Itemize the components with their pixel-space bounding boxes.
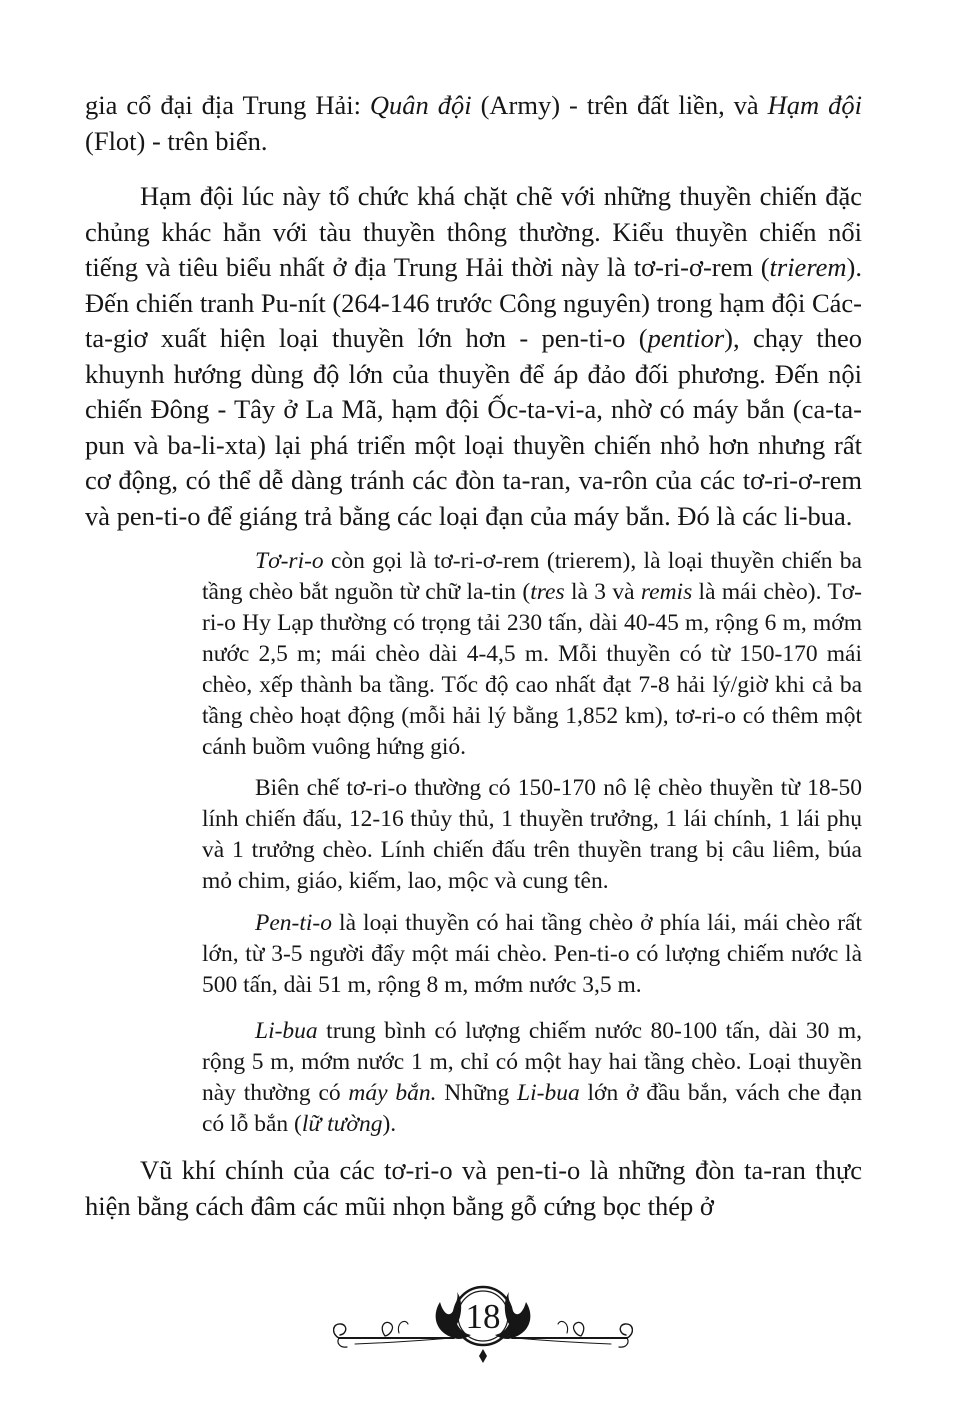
text-column — [85, 88, 862, 1224]
italic-text-run: lữ tường — [301, 1111, 383, 1137]
block-quote — [202, 908, 862, 1001]
italic-text-run: Tơ-ri-o — [255, 548, 324, 574]
text-run: Những — [436, 1080, 518, 1106]
block-quote — [202, 546, 862, 763]
paragraph — [85, 179, 862, 534]
flourish-divider-icon — [333, 1274, 633, 1374]
italic-text-run: Quân đội — [369, 90, 472, 120]
paragraph — [85, 1153, 862, 1224]
text-run: là loại thuyền có hai tầng chèo ở phía lái, mái chèo rất lớn, từ 3-5 người đẩy một mái chèo. Pen-ti-o có lượng chiếm nước là 500 tấn, dài 51 m, rộng 8 m, mớm nước 3,5 m. — [202, 910, 862, 998]
text-run: lớn ở đầu bắn, vách che đạn có lỗ bắn ( — [202, 1080, 862, 1137]
paragraph — [85, 88, 862, 159]
italic-text-run: remis — [640, 579, 693, 605]
text-run: ), chạy theo khuynh hướng dùng độ lớn của thuyền để áp đảo đối phương. Đến nội chiến Đông - Tây ở La Mã, hạm đội Ốc-ta-vi-a, nhờ có máy bắn (ca-ta-pun và ba-li-xta) lại phá triển một loại thuyền chiến nhỏ hơn nhưng rất cơ động, có thể dễ dàng tránh các đòn ta-ran, va-rôn của các tơ-ri-ơ-rem và pen-ti-o để giáng trả bằng các loại đạn của máy bắn. Đó là các li-bua. — [85, 323, 862, 531]
text-run: ). — [382, 1111, 397, 1137]
text-run: Vũ khí chính của các tơ-ri-o và pen-ti-o là những đòn ta-ran thực hiện bằng cách đâm các mũi nhọn bằng gỗ cứng bọc thép ở — [85, 1155, 862, 1221]
text-run: là 3 và — [564, 579, 641, 605]
text-run: (Army) - trên đất liền, và — [471, 90, 768, 120]
text-run: gia cổ đại địa Trung Hải: — [85, 90, 370, 120]
text-run: (Flot) - trên biển. — [85, 125, 268, 156]
page-number: 18 — [465, 1297, 501, 1336]
italic-text-run: Li-bua — [255, 1018, 318, 1044]
text-run: là mái chèo). Tơ-ri-o Hy Lạp thường có trọng tải 230 tấn, dài 40-45 m, rộng 6 m, mớm nước 2,5 m; mái chèo dài 4-4,5 m. Mỗi thuyền có từ 150-170 mái chèo, xếp thành ba tầng. Tốc độ cao nhất đạt 7-8 hải lý/giờ khi cả ba tầng chèo hoạt động (mỗi hải lý bằng 1,852 km), tơ-ri-o có thêm một cánh buồm vuông hứng gió. — [202, 579, 862, 760]
italic-text-run: Li-bua — [517, 1080, 580, 1106]
text-run: còn gọi là tơ-ri-ơ-rem (trierem), là loại thuyền chiến ba tầng chèo bắt nguồn từ chữ la-tin ( — [202, 548, 862, 605]
block-quote — [202, 1016, 862, 1140]
block-quote — [202, 773, 862, 897]
text-run: Biên chế tơ-ri-o thường có 150-170 nô lệ chèo thuyền từ 18-50 lính chiến đấu, 12-16 thủy thủ, 1 thuyền trưởng, 1 lái chính, 1 lái phụ và 1 trưởng chèo. Lính chiến đấu trên thuyền trang bị câu liêm, búa mỏ chim, giáo, kiếm, lao, mộc và cung tên. — [202, 775, 862, 894]
italic-text-run: pentior — [647, 323, 725, 353]
text-run: ). Đến chiến tranh Pu-nít (264-146 trước Công nguyên) trong hạm đội Các-ta-giơ xuất hiện loại thuyền lớn hơn - pen-ti-o ( — [85, 252, 862, 353]
text-run: Hạm đội lúc này tổ chức khá chặt chẽ với những thuyền chiến đặc chủng khác hẳn với tàu thuyền thông thường. Kiểu thuyền chiến nổi tiếng và tiêu biểu nhất ở địa Trung Hải thời này là tơ-ri-ơ-rem ( — [85, 181, 862, 282]
italic-text-run: trierem — [769, 252, 847, 282]
italic-text-run: Pen-ti-o — [255, 910, 332, 936]
italic-text-run: máy bắn. — [348, 1080, 437, 1106]
page-footer-ornament — [333, 1274, 633, 1374]
text-run: trung bình có lượng chiếm nước 80-100 tấn, dài 30 m, rộng 5 m, mớm nước 1 m, chỉ có một hay hai tầng chèo. Loại thuyền này thường có — [202, 1018, 862, 1106]
italic-text-run: Hạm đội — [767, 90, 862, 120]
italic-text-run: tres — [530, 579, 565, 605]
